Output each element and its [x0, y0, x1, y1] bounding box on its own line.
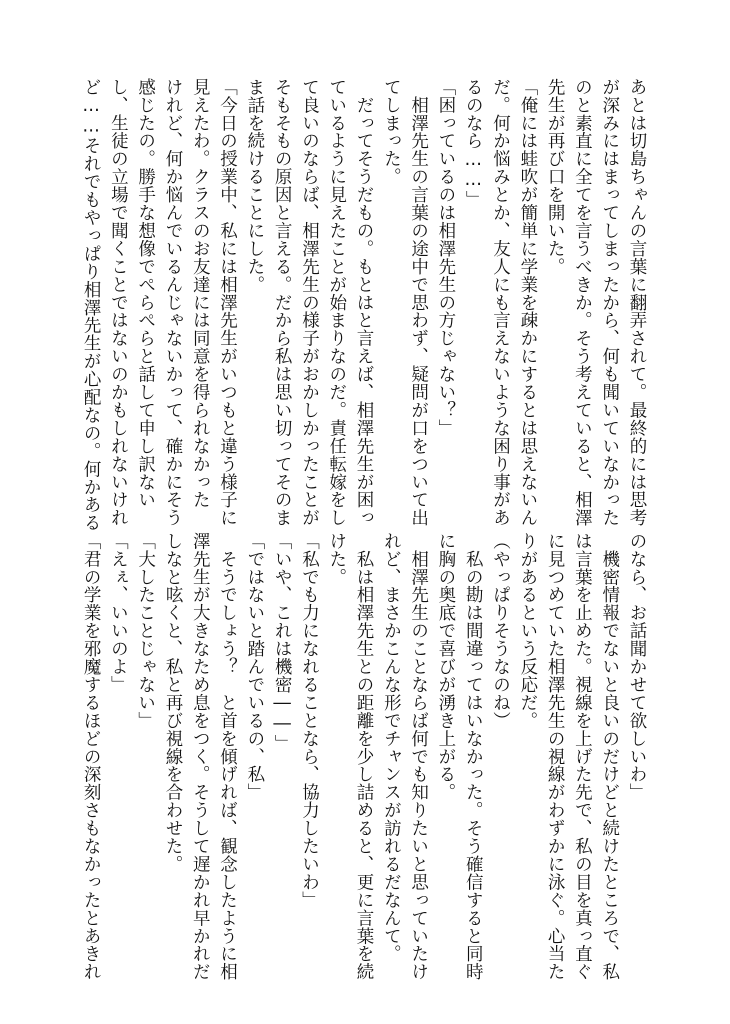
text-line: 先生が再び口を開いた。 [545, 78, 566, 276]
text-line: ま話を続けることにした。 [244, 78, 265, 294]
text-line: ど……それでもやっぱり相澤先生が心配なの。何かある [81, 78, 102, 532]
text-line: （やっぱりそうなのね） [490, 532, 511, 730]
text-line: 「えぇ、いいのよ」 [108, 532, 129, 694]
text-line: 「今日の授業中、私には相澤先生がいつもと違う様子に [217, 78, 238, 527]
text-line: 「俺には蛙吹が簡単に学業を疎かにするとは思えないん [517, 78, 538, 527]
text-line: けれど、何か悩んでいるんじゃないかって、確かにそう [162, 78, 183, 527]
text-line: 「困っているのは相澤先生の方じゃない？」 [435, 78, 456, 437]
text-line: あとは切島ちゃんの言葉に翻弄されて。最終的には思考 [627, 78, 647, 527]
text-line: ているように見えたことが始まりなのだ。責任転嫁をし [326, 78, 347, 527]
text-line: に胸の奥底で喜びが湧き上がる。 [435, 532, 456, 802]
text-line: は言葉を止めた。視線を上げた先で、私の目を真っ直ぐ [572, 532, 593, 981]
text-line: 相澤先生のことならば何でも知りたいと思っていたけ [408, 532, 429, 981]
text-line: し、生徒の立場で聞くことではないのかもしれないけれ [108, 78, 129, 527]
text-line: そうでしょう？ と首を傾げれば、観念したように相 [217, 532, 238, 981]
text-line: れど、まさかこんな形でチャンスが訪れるだなんて。 [381, 532, 402, 963]
text-line: 「ではないと踏んでいるの、私」 [244, 532, 265, 802]
text-line: 「大したことじゃない」 [135, 532, 156, 730]
text-line: のなら、お話聞かせて欲しいわ」 [627, 532, 647, 802]
text-line: てしまった。 [381, 78, 402, 186]
bottom-text-block [81, 532, 650, 981]
text-line: 感じたの。勝手な想像でぺらぺらと話して申し訳ない [135, 78, 156, 509]
text-line: 見えたわ。クラスのお友達には同意を得られなかった [190, 78, 211, 509]
text-line: だ。何か悩みとか、友人にも言えないような困り事があ [490, 78, 511, 527]
text-line: が深みにはまってしまったから、何も聞いていなかった [599, 78, 620, 527]
text-line: そもそもの原因と言える。だから私は思い切ってそのま [272, 78, 293, 527]
text-line: しなと呟くと、私と再び視線を合わせた。 [162, 532, 183, 874]
text-line: 「君の学業を邪魔するほどの深刻さもなかったとあきれ [81, 532, 102, 981]
text-line: のと素直に全てを言うべきか。そう考えていると、相澤 [572, 78, 593, 527]
top-text-block [81, 78, 650, 532]
text-line: 相澤先生の言葉の途中で思わず、疑問が口をついて出 [408, 78, 429, 527]
text-line: に見つめていた相澤先生の視線がわずかに泳ぐ。心当た [545, 532, 566, 981]
text-line: りがあるという反応だ。 [517, 532, 538, 730]
text-line: 私の勘は間違ってはいなかった。そう確信すると同時 [463, 532, 484, 981]
text-line: けた。 [326, 532, 347, 586]
text-line: 私は相澤先生との距離を少し詰めると、更に言葉を続 [354, 532, 375, 981]
text-line: 「いや、これは機密――」 [272, 532, 293, 753]
text-line: 澤先生が大きなため息をつく。そうして遅かれ早かれだ [190, 532, 211, 981]
text-line: 機密情報でないと良いのだけどと続けたところで、私 [599, 532, 620, 981]
text-line: て良いのならば、相澤先生の様子がおかしかったことが [299, 78, 320, 527]
text-line: るのなら……」 [463, 78, 484, 209]
text-line: 「私でも力になれることなら、協力したいわ」 [299, 532, 320, 909]
text-line: だってそうだもの。もとはと言えば、相澤先生が困っ [354, 78, 375, 527]
